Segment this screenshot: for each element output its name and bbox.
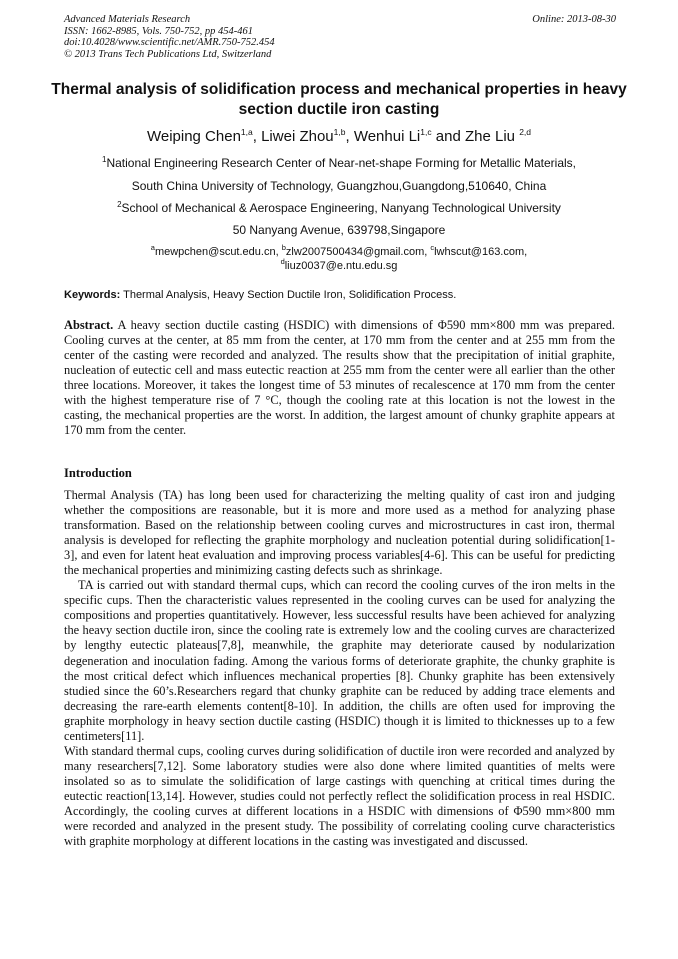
abstract-text: A heavy section ductile casting (HSDIC) with dimensions of Φ590 mm×800 mm was prepared. Cooling curves at the center, at 85 mm from the center, at 170 mm from the center and at 255 mm from the center of the casting were recorded and analyzed. The results show that the precipitation of initial graphite, nucleation of eutectic cell and mass eutectic reaction at 255 mm from the center were all earlier than the other three locations. Moreover, it takes the longest time of 53 minutes of recalescence at 170 mm from the center with the highest temperature rise of 7 °C, though the cooling rate at this location is not the lowest in the casting, the mechanical properties are the worst. In addition, the largest amount of chunky graphite appears at 170 mm from the center. — [64, 318, 615, 438]
author-affil-sup: 1,a — [240, 127, 253, 137]
issn-line: ISSN: 1662-8985, Vols. 750-752, pp 454-461 — [64, 25, 253, 37]
keywords-label: Keywords: — [64, 289, 121, 301]
journal-header — [64, 14, 616, 60]
author-name: Wenhui Li — [353, 128, 421, 145]
affiliation-sup: 1 — [102, 155, 107, 164]
author-name: Zhe Liu — [464, 128, 516, 145]
author-list — [40, 128, 638, 146]
affiliation-text: School of Mechanical & Aerospace Engineering, Nanyang Technological University — [121, 201, 561, 215]
email-list — [40, 245, 638, 273]
affiliation-text: National Engineering Research Center of Near-net-shape Forming for Metallic Materials, — [106, 156, 576, 170]
author-affil-sup: 2,d — [519, 127, 532, 137]
paper-title: Thermal analysis of solidification process and mechanical properties in heavy section ductile iron casting — [51, 81, 627, 118]
doi-line: doi:10.4028/www.scientific.net/AMR.750-752.454 — [64, 37, 275, 48]
copyright-line: © 2013 Trans Tech Publications Ltd, Switzerland — [64, 48, 272, 60]
author-separator: , — [345, 128, 354, 145]
email-address[interactable]: mewpchen@scut.edu.cn — [154, 246, 276, 258]
intro-paragraph-3: With standard thermal cups, cooling curves during solidification of ductile iron were recorded and analyzed by many researchers[7,12]. Some laboratory studies were also done where limited quantities of melts were insolated so as to simulate the solidification of large castings with quenching at critical times during the eutectic reaction[13,14]. However, studies could not perfectly reflect the solidification process in real HSDIC. Accordingly, the cooling curves at different locations in a HSDIC with dimensions of Φ590 mm×800 mm were recorded and analyzed in the present study. The possibility of correlating cooling curve characteristics with graphite morphology at different locations in the casting was investigated and discussed. — [64, 743, 615, 849]
author-affil-sup: 1,c — [420, 127, 432, 137]
affiliation-2-line-2: 50 Nanyang Avenue, 639798,Singapore — [232, 223, 446, 237]
affiliation-sup: 2 — [117, 200, 122, 209]
abstract-label: Abstract. — [64, 318, 114, 332]
email-sup: c — [430, 243, 435, 252]
email-address[interactable]: liuz0037@e.ntu.edu.sg — [284, 260, 398, 272]
keywords — [64, 288, 624, 302]
abstract — [64, 318, 615, 438]
author-name: Liwei Zhou — [261, 128, 334, 145]
email-address[interactable]: zlw2007500434@gmail.com — [285, 246, 425, 258]
abstract-paragraph — [64, 318, 615, 438]
affiliation-1-line-1 — [40, 156, 638, 170]
author-separator: , — [252, 128, 262, 145]
email-line-2 — [40, 259, 638, 273]
email-sup: b — [281, 243, 286, 252]
section-heading-introduction: Introduction — [64, 466, 132, 480]
intro-paragraph-2: TA is carried out with standard thermal cups, which can record the cooling curves of the iron melts in the specific cups. Then the characteristic values represented in the cooling curves can be used for analyzing the compositions and properties quantitatively. However, less successful results have been achieved for analyzing the heavy section ductile iron, since the cooling rate is extremely low and the cooling curves are characterized by lengthy eutectic plateaus[7,8], meanwhile, the graphite may deteriorate caused by nodularization degeneration and inoculation fading. Among the various forms of deteriorate graphite, the chunky graphite is the most critical defect which influences mechanical properties [8]. Chunky graphite has been extensively studied since the 60’s.Researchers regard that chunky graphite can be reduced by adding trace elements and decreasing the rare-earth elements content[8-10]. In addition, the chills are often used for improving the graphite morphology in heavy section ductile casting (HSDIC) though it is limited to thicknesses up to a few centimeters[11]. — [64, 578, 615, 743]
email-address[interactable]: lwhscut@163.com — [434, 246, 525, 258]
online-date: Online: 2013-08-30 — [532, 14, 616, 25]
author-separator: and — [431, 128, 465, 145]
introduction-body — [64, 488, 615, 849]
intro-paragraph-1: Thermal Analysis (TA) has long been used for characterizing the melting quality of cast iron and judging whether the compositions are reasonable, but it is more and more used as a method for analyzing phase transformation. Based on the relationship between cooling curves and microstructures in cast iron, thermal analysis is developed for reflecting the graphite morphology and nucleation potential during solidification[1-3], and even for latent heat evaluation and improving process variables[4-6]. This can be useful for predicting the mechanical properties and minimizing casting defects such as shrinkage. — [64, 488, 615, 578]
journal-name: Advanced Materials Research — [64, 14, 191, 25]
author-affil-sup: 1,b — [333, 127, 346, 137]
affiliation-2-line-1 — [40, 201, 638, 215]
email-line-1: $^a$mewpchen@scut.edu.cn, $^b$zlw2007500434@gmail.com, $^c$lwhscut@163.com, — [150, 243, 528, 258]
author-name: Weiping Chen — [146, 128, 241, 145]
affiliation-1-line-2: South China University of Technology, Guangzhou,Guangdong,510640, China — [131, 179, 547, 193]
email-sup: d — [280, 257, 285, 266]
email-sup: a — [150, 243, 155, 252]
keywords-text: Thermal Analysis, Heavy Section Ductile Iron, Solidification Process. — [120, 289, 457, 301]
